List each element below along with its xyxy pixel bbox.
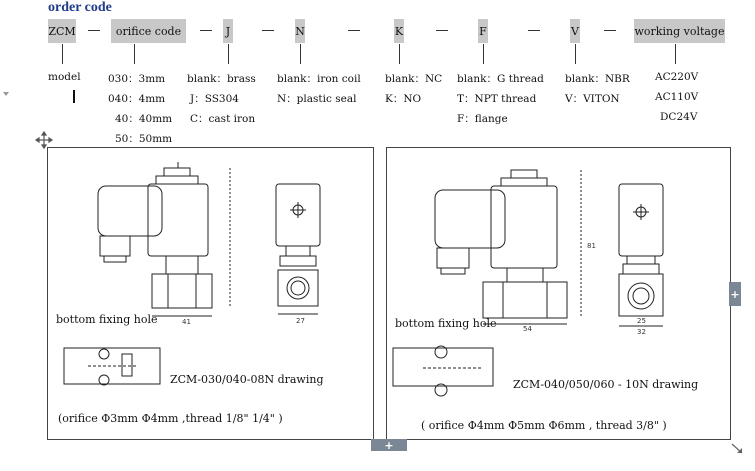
valve-drawing-08n <box>48 148 373 439</box>
voltage-option: AC110V <box>655 91 699 103</box>
move-icon[interactable] <box>36 132 52 148</box>
code-voltage: working voltage <box>634 19 725 43</box>
right-drawing-panel <box>386 147 731 440</box>
resize-corner-icon[interactable] <box>732 444 744 454</box>
separator-dash <box>348 30 360 31</box>
page-title: order code <box>48 0 112 15</box>
dimension-side-10n: 32 <box>637 328 646 336</box>
seal-option: N：plastic seal <box>277 93 357 105</box>
valve-drawing-10n <box>387 148 730 439</box>
scroll-marker-icon <box>3 92 9 96</box>
dimension-side-top-10n: 25 <box>637 317 646 325</box>
code-model: ZCM <box>48 19 76 43</box>
body-option: J：SS304 <box>190 93 239 105</box>
gasket-option: V：VITON <box>565 93 620 105</box>
code-tick <box>399 44 400 64</box>
code-tick <box>575 44 576 64</box>
orifice-option: 030：3mm <box>108 73 166 85</box>
separator-dash <box>528 30 540 31</box>
dimension-width-08n: 41 <box>182 318 191 326</box>
left-drawing-panel <box>47 147 374 440</box>
voltage-option: DC24V <box>660 111 698 123</box>
bottom-hole-label: bottom fixing hole <box>56 313 158 326</box>
code-tick <box>134 44 135 64</box>
code-tick <box>228 44 229 64</box>
code-body-material: J <box>223 19 233 43</box>
thread-option: blank：G thread <box>457 73 544 85</box>
spec-08n: (orifice Φ3mm Φ4mm ,thread 1/8" 1/4" ) <box>58 412 283 425</box>
code-gasket: V <box>570 19 580 43</box>
gasket-option: blank：NBR <box>565 73 630 85</box>
code-orifice: orifice code <box>111 19 186 43</box>
expand-right-button[interactable]: + <box>729 282 741 306</box>
dimension-width-10n: 54 <box>523 325 532 333</box>
code-tick <box>483 44 484 64</box>
drawing-title-10n: ZCM-040/050/060 - 10N drawing <box>513 378 699 391</box>
orifice-option: 040：4mm <box>108 93 166 105</box>
code-seal: N <box>295 19 305 43</box>
code-tick <box>675 44 676 64</box>
text-cursor <box>73 90 75 103</box>
body-option: blank：brass <box>187 73 256 85</box>
orifice-option: 40：40mm <box>115 113 173 125</box>
dimension-height-10n: 81 <box>587 242 596 250</box>
code-thread: F <box>478 19 488 43</box>
expand-bottom-button[interactable]: + <box>371 439 407 451</box>
separator-dash <box>262 30 274 31</box>
bottom-hole-label: bottom fixing hole <box>395 317 497 330</box>
dimension-side-08n: 27 <box>296 317 305 325</box>
seal-option: blank：iron coil <box>277 73 361 85</box>
code-tick <box>300 44 301 64</box>
drawing-title-08n: ZCM-030/040-08N drawing <box>170 373 324 386</box>
orifice-option: 50：50mm <box>115 133 173 145</box>
voltage-option: AC220V <box>655 71 699 83</box>
code-tick <box>62 44 63 64</box>
separator-dash <box>200 30 212 31</box>
state-option: blank：NC <box>385 73 443 85</box>
thread-option: F：flange <box>457 113 508 125</box>
separator-dash <box>88 30 100 31</box>
thread-option: T：NPT thread <box>457 93 537 105</box>
code-state: K <box>394 19 404 43</box>
model-label: model <box>48 71 81 83</box>
body-option: C：cast iron <box>190 113 256 125</box>
spec-10n: ( orifice Φ4mm Φ5mm Φ6mm , thread 3/8" ) <box>421 419 667 432</box>
separator-dash <box>436 30 448 31</box>
separator-dash <box>604 30 616 31</box>
state-option: K：NO <box>385 93 422 105</box>
